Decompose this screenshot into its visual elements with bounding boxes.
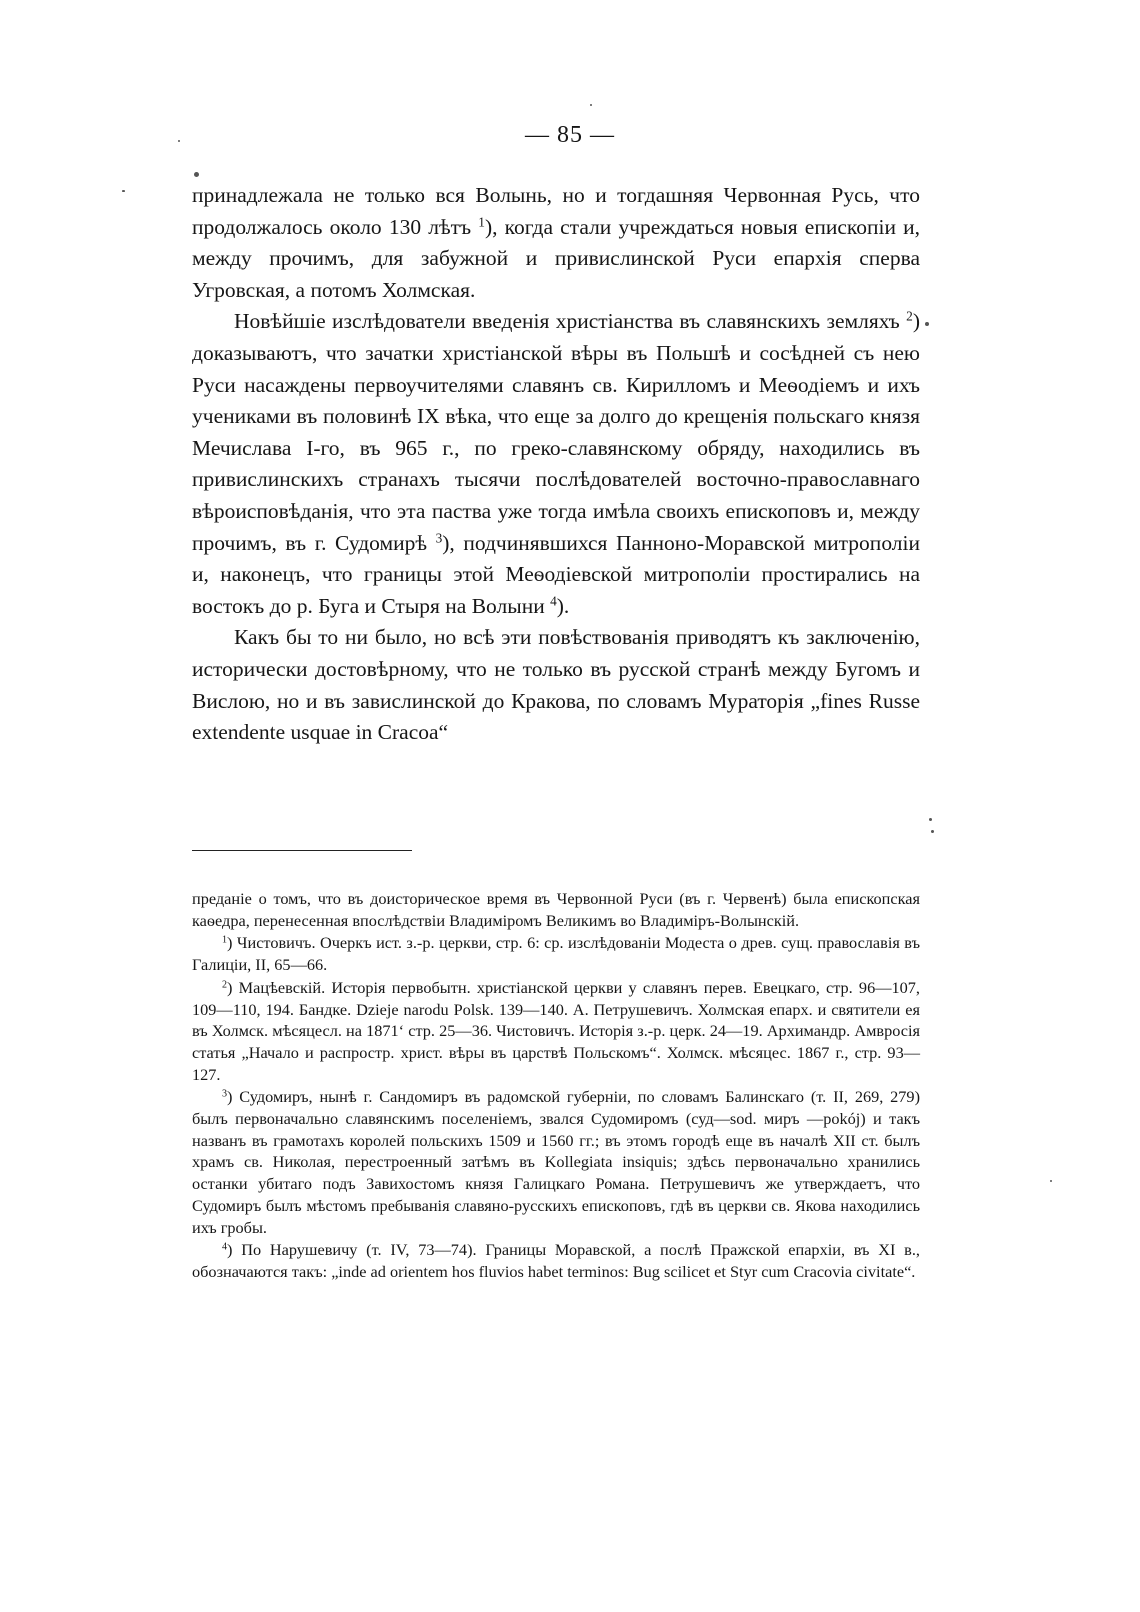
footnote-ref-1: 1: [478, 214, 485, 230]
paragraph-text: ) доказываютъ, что зачатки христiанской вѣры въ Польшѣ и сосѣдней съ нею Руси насаждены первоучителями славянъ св. Кирилломъ и Меѳодiемъ и ихъ учениками въ половинѣ IX вѣка, что еще за долго до крещенiя польскаго князя Мечислава I-го, въ 965 г., по греко-славянскому обряду, находились въ привислинскихъ странахъ тысячи послѣдователей восточно-православнаго вѣроисповѣданiя, что эта паства уже тогда имѣла своихъ епископовъ и, между прочимъ, въ г. Судомирѣ: [192, 309, 920, 555]
scan-speck: [1050, 1180, 1052, 1182]
footnote-ref-3: 3: [435, 530, 443, 546]
paragraph-1: [192, 180, 920, 306]
footnote-text: ) Чистовичъ. Очеркъ ист. з.-р. церкви, стр. 6: ср. изслѣдованiи Модеста о древ. сущ. православiя въ Галицiи, II, 65—66.: [192, 933, 920, 975]
scan-speck: [925, 322, 929, 326]
paragraph-text: Какъ бы то ни было, но всѣ эти повѣствованiя приводятъ къ заключенiю, исторически достовѣрному, что не только въ русской странѣ между Бугомъ и Вислою, но и въ завислинской до Кракова, по словамъ Мураторiя „fines Russe extendente usquae in Cracoa“: [192, 625, 920, 745]
footnote-text: ) Мацѣевскiй. Исторiя первобытн. христiанской церкви у славянъ перев. Евецкаго, стр. 96—107, 109—110, 194. Бандке. Dzieje narodu Polsk. 139—140. А. Петрушевичъ. Холмская епарх. и святители ея въ Холмск. мѣсяцесл. на 1871‘ стр. 25—36. Чистовичъ. Исторiя з.-р. церк. 24—19. Архимандр. Амвросiя статья „Начало и распростр. христ. вѣры въ царствѣ Польскомъ“. Холмск. мѣсяцес. 1867 г., стр. 93—127.: [192, 977, 920, 1084]
scan-speck: [929, 818, 932, 821]
footnote-continuation: преданiе о томъ, что въ доисторическое время въ Червонной Руси (въ г. Червенѣ) была епископская каѳедра, перенесенная впослѣдствiи Владимiромъ Великимъ во Владимiръ-Волынскiй.: [192, 889, 920, 930]
footnote-mark: 1: [222, 934, 228, 946]
footnote-1: [192, 932, 920, 975]
scan-speck: [122, 190, 125, 192]
scan-speck: [194, 172, 199, 177]
footnote-ref-2: 2: [906, 309, 913, 325]
paragraph-text: ), подчинявшихся Панноно-Моравской митрополiи и, наконецъ, что границы этой Меѳодiевской митрополiи простирались на востокъ до р. Буга и Стыря на Волыни: [192, 530, 920, 618]
footnote-divider: [192, 850, 412, 851]
footnote-text: ) По Нарушевичу (т. IV, 73—74). Границы Моравской, а послѣ Пражской епархiи, въ XI в., обозначаются такъ: „inde ad orientem hos fluvios habet terminos: Bug scilicet et Styr cum Cracovia civitate“.: [192, 1240, 920, 1281]
footnote-mark: 3: [222, 1088, 228, 1100]
page-number: — 85 —: [525, 122, 615, 148]
paragraph-3: [192, 622, 920, 748]
paragraph-text: принадлежала не только вся Волынь, но и тогдашняя Червонная Русь, что продолжалось около 130 лѣтъ: [192, 183, 920, 239]
footnotes: [192, 888, 920, 1283]
footnote-4: [192, 1239, 920, 1282]
footnote-2: [192, 977, 920, 1086]
paragraph-text: ), когда стали учреждаться новыя епископiи и, между прочимъ, для забужной и привислинской Руси епархiя сперва Угровская, а потомъ Холмская.: [192, 214, 920, 302]
footnote-3: [192, 1086, 920, 1238]
scan-speck: [931, 830, 934, 833]
scan-speck: [590, 104, 592, 106]
main-text: [192, 180, 920, 749]
paragraph-text: ).: [556, 593, 570, 618]
footnote-mark: 4: [222, 1241, 228, 1253]
paragraph-text: Новѣйшiе изслѣдователи введенiя христiанства въ славянскихъ земляхъ: [234, 309, 907, 334]
footnote-text: ) Судомиръ, нынѣ г. Сандомиръ въ радомской губернiи, по словамъ Балинскаго (т. II, 269, 279) былъ первоначально славянскимъ поселенiемъ, звался Судомиромъ (суд—sod. миръ —pokój) и такъ названъ въ грамотахъ королей польскихъ 1509 и 1560 гг.; въ этомъ городѣ еще въ началѣ XII ст. былъ храмъ св. Николая, перестроенный затѣмъ въ Kollegiata insiquis; здѣсь первоначально хранились останки убитаго подъ Завихостомъ князя Галицкаго Романа. Петрушевичъ же утверждаетъ, что Судомиръ былъ мѣстомъ пребыванiя славяно-русскихъ епископовъ, гдѣ въ церкви св. Якова находились ихъ гробы.: [192, 1087, 920, 1237]
paragraph-2: [192, 306, 920, 622]
scan-speck: [178, 140, 180, 142]
footnote-mark: 2: [222, 979, 228, 991]
footnote-ref-4: 4: [550, 593, 557, 609]
